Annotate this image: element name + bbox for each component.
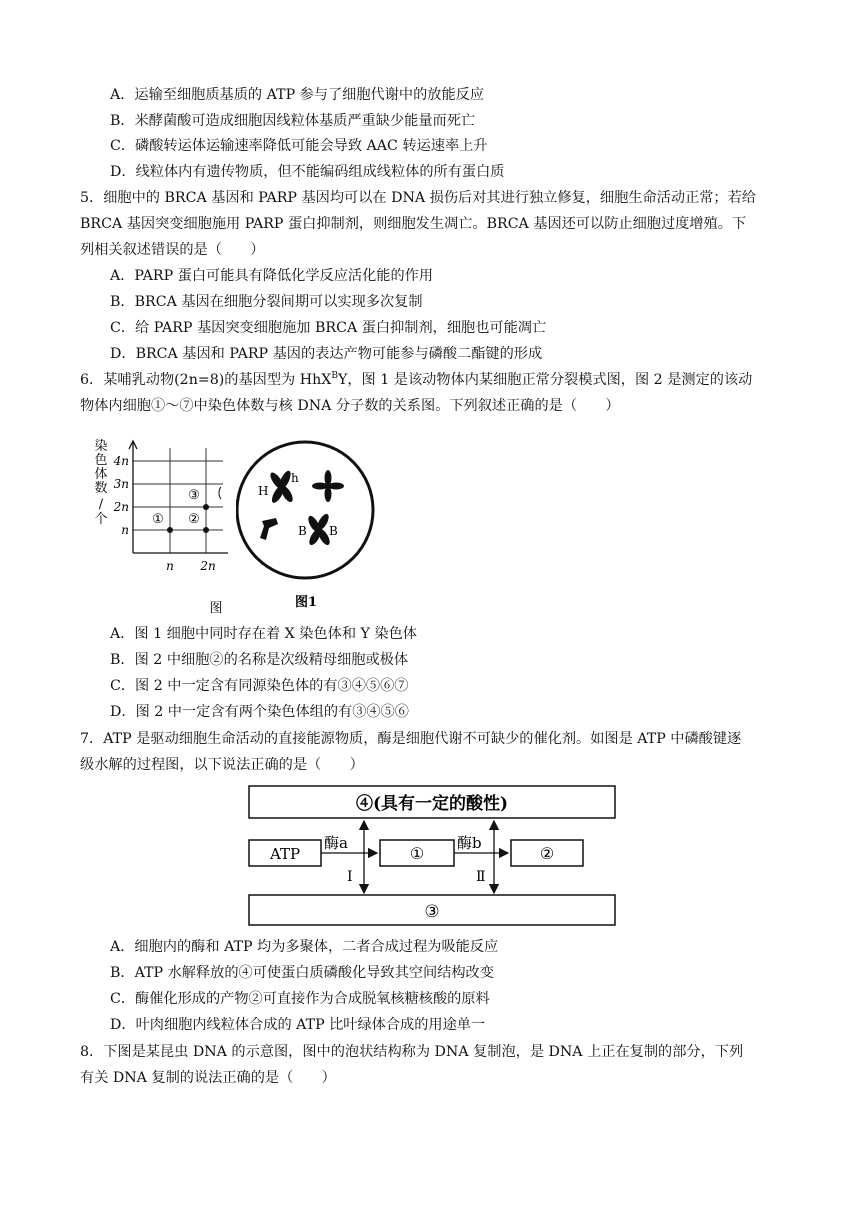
svg-text:体: 体 xyxy=(94,467,108,482)
step-II-label: Ⅱ xyxy=(476,869,486,885)
q6-stem-line1: 6．某哺乳动物(2n=8)的基因型为 HhX$^B$Y，图 1 是该动物体内某细胞正常分裂模式图，图 2 是测定的该动 xyxy=(80,371,753,388)
product-2-label: ② xyxy=(539,844,555,863)
y-tick-4n: 4n xyxy=(113,454,129,468)
q5-option-a: A．PARP 蛋白可能具有降低化学反应活化能的作用 xyxy=(110,268,434,284)
svg-text:/: / xyxy=(98,497,104,512)
figure-1-cell xyxy=(236,438,381,613)
cell-membrane xyxy=(237,442,373,578)
atp-hydrolysis-diagram xyxy=(246,783,618,928)
phosphate-label: ④(具有一定的酸性) xyxy=(355,794,509,814)
q5-stem-line3: 列相关叙述错误的是（ ） xyxy=(80,242,265,258)
q7-stem-line1: 7．ATP 是驱动细胞生命活动的直接能源物质，酶是细胞代谢不可缺少的催化剂。如图是 ATP 中磷酸键逐 xyxy=(80,731,742,747)
q7-option-a: A．细胞内的酶和 ATP 均为多聚体，二者合成过程为吸能反应 xyxy=(110,939,499,955)
q7-option-c: C．酶催化形成的产物②可直接作为合成脱氧核糖核酸的原料 xyxy=(110,991,490,1007)
label-B-right: B xyxy=(329,524,338,538)
point-1-label: ① xyxy=(152,512,164,527)
svg-text:个: 个 xyxy=(94,512,108,527)
q7-option-b: B．ATP 水解释放的④可使蛋白质磷酸化导致其空间结构改变 xyxy=(110,965,494,981)
q5-option-c: C．给 PARP 基因突变细胞施加 BRCA 蛋白抑制剂，细胞也可能凋亡 xyxy=(110,320,547,336)
svg-text:数: 数 xyxy=(94,481,108,496)
enzyme-b-label: 酶b xyxy=(457,834,482,852)
atp-label: ATP xyxy=(269,845,301,863)
label-H: H xyxy=(258,484,269,498)
y-tick-2n: 2n xyxy=(113,500,129,514)
chromosome-small xyxy=(260,518,278,540)
q5-option-b: B．BRCA 基因在细胞分裂间期可以实现多次复制 xyxy=(110,294,423,310)
q6-option-a: A．图 1 细胞中同时存在着 X 染色体和 Y 染色体 xyxy=(110,626,417,642)
y-tick-n: n xyxy=(121,523,129,537)
q5-stem-line2: BRCA 基因突变细胞施用 PARP 蛋白抑制剂，则细胞发生凋亡。BRCA 基因还可以防止细胞过度增殖。下 xyxy=(80,216,747,232)
q4-option-d: D．线粒体内有遗传物质，但不能编码组成线粒体的所有蛋白质 xyxy=(110,164,505,180)
q5-option-d: D．BRCA 基因和 PARP 基因的表达产物可能参与磷酸二酯键的形成 xyxy=(110,346,543,362)
q8-stem-line2: 有关 DNA 复制的说法正确的是（ ） xyxy=(80,1070,336,1086)
q5-stem-line1: 5．细胞中的 BRCA 基因和 PARP 基因均可以在 DNA 损伤后对其进行独立修复，细胞生命活动正常；若给 xyxy=(80,190,756,206)
q6-stem-line2: 物体内细胞①～⑦中染色体数与核 DNA 分子数的关系图。下列叙述正确的是（ ） xyxy=(80,398,620,414)
q6-option-b: B．图 2 中细胞②的名称是次级精母细胞或极体 xyxy=(110,652,409,668)
q4-option-c: C．磷酸转运体运输速率降低可能会导致 AAC 转运速率上升 xyxy=(110,138,488,154)
label-h: h xyxy=(291,471,299,485)
y-tick-3n: 3n xyxy=(113,477,129,491)
enzyme-a-label: 酶a xyxy=(324,834,348,852)
point-1-dot xyxy=(167,527,173,533)
y-axis-label xyxy=(94,438,107,527)
q4-option-b: B．米酵菌酸可造成细胞因线粒体基质严重缺少能量而死亡 xyxy=(110,113,476,129)
q8-stem-line1: 8．下图是某昆虫 DNA 的示意图，图中的泡状结构称为 DNA 复制泡，是 DNA 上正在复制的部分，下列 xyxy=(80,1044,744,1060)
figure-1-caption: 图1 xyxy=(294,595,318,610)
point-2-dot xyxy=(203,527,209,533)
figure-2-caption: 图 xyxy=(209,601,223,616)
svg-text:染: 染 xyxy=(94,439,108,454)
x-tick-2n: 2n xyxy=(200,559,216,573)
svg-text:色: 色 xyxy=(94,453,108,468)
q7-option-d: D．叶肉细胞内线粒体合成的 ATP 比叶绿体合成的用途单一 xyxy=(110,1017,486,1033)
energy-label: ③ xyxy=(424,902,440,922)
q7-stem-line2: 级水解的过程图，以下说法正确的是（ ） xyxy=(80,757,364,773)
product-1-label: ① xyxy=(409,844,425,863)
point-3-label: ③ xyxy=(188,488,200,503)
label-B-left: B xyxy=(298,524,307,538)
chart-grid xyxy=(133,448,223,553)
point-3-dot xyxy=(203,504,209,510)
x-tick-n: n xyxy=(166,559,174,573)
point-2-label: ② xyxy=(188,512,200,527)
q6-option-d: D．图 2 中一定含有两个染色体组的有③④⑤⑥ xyxy=(110,704,409,720)
figure-2-chart xyxy=(88,436,238,621)
chart-axes xyxy=(129,441,228,553)
chromosome-cross xyxy=(312,470,344,502)
q6-option-c: C．图 2 中一定含有同源染色体的有③④⑤⑥⑦ xyxy=(110,678,409,694)
cropped-point-mark xyxy=(219,487,221,499)
q4-option-a: A．运输至细胞质基质的 ATP 参与了细胞代谢中的放能反应 xyxy=(110,87,485,103)
step-I-label: Ⅰ xyxy=(347,869,353,885)
